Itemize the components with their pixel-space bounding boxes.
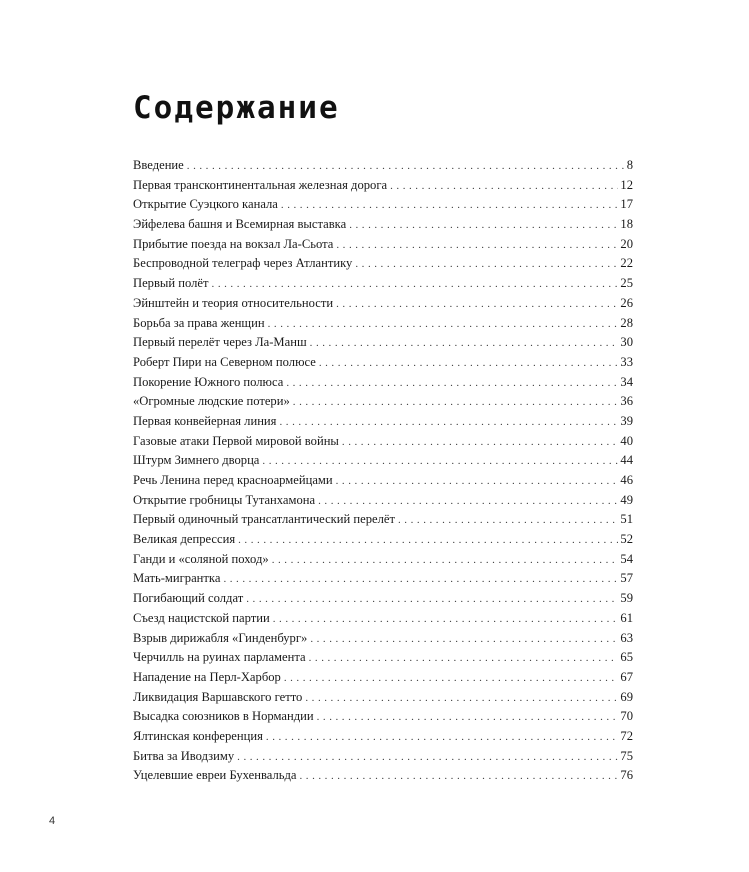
toc-entry <box>133 254 633 274</box>
toc-entry-page: 40 <box>620 433 633 448</box>
toc-entry-title: Введение <box>133 158 184 172</box>
dot-leader <box>262 452 618 472</box>
toc-entry <box>133 569 633 589</box>
dot-leader <box>309 649 619 669</box>
toc-entry-page: 61 <box>620 610 633 625</box>
toc-entry-page: 12 <box>620 177 633 192</box>
toc-entry-title: Мать-мигрантка <box>133 571 221 586</box>
dot-leader <box>398 511 618 531</box>
toc-entry <box>133 215 633 235</box>
dot-leader <box>266 728 619 748</box>
toc-entry-page: 63 <box>620 630 633 645</box>
dot-leader <box>187 157 625 177</box>
toc-entry-title: Открытие гробницы Тутанхамона <box>133 492 316 507</box>
toc-entry <box>133 451 633 471</box>
dot-leader <box>284 669 619 689</box>
toc-entry <box>133 274 633 294</box>
dot-leader <box>212 275 619 295</box>
toc-entry <box>133 314 633 334</box>
toc-entry <box>133 668 633 688</box>
toc-entry-title: Эйнштейн и теория относительности <box>133 295 334 310</box>
page-title: Содержание <box>133 90 340 126</box>
toc-entry-page: 46 <box>620 473 633 487</box>
toc-entry-title: Открытие Суэцкого канала <box>133 197 278 212</box>
toc-entry-page: 33 <box>620 354 633 369</box>
toc-entry-title: Эйфелева башня и Всемирная выставка <box>133 217 347 232</box>
toc-entry-page: 34 <box>620 374 633 389</box>
toc-entry-page: 25 <box>620 276 633 291</box>
dot-leader <box>336 236 618 256</box>
table-of-contents <box>133 156 633 786</box>
toc-entry-page: 52 <box>620 532 633 547</box>
dot-leader <box>268 315 619 335</box>
toc-entry-title: Черчилль на руинах парламента <box>133 650 306 665</box>
dot-leader <box>273 610 619 630</box>
toc-entry-title: Покорение Южного полюса <box>133 374 284 389</box>
toc-entry-page: 44 <box>620 453 633 468</box>
toc-entry-title: Нападение на Перл-Харбор <box>133 669 281 684</box>
dot-leader <box>342 433 619 453</box>
toc-entry <box>133 235 633 255</box>
toc-entry-title: Первая трансконтинентальная железная дорога <box>133 177 388 192</box>
toc-entry-page: 17 <box>620 197 633 212</box>
toc-entry-title: Борьба за права женщин <box>133 315 265 330</box>
toc-entry-title: Погибающий солдат <box>133 591 244 606</box>
toc-entry-title: Беспроводной телеграф через Атлантику <box>133 256 353 271</box>
toc-entry <box>133 727 633 747</box>
toc-entry-title: Первая конвейерная линия <box>133 413 277 428</box>
dot-leader <box>281 196 619 216</box>
toc-entry-title: Взрыв дирижабля «Гинденбург» <box>133 630 308 645</box>
dot-leader <box>336 295 618 315</box>
dot-leader <box>349 216 618 236</box>
toc-entry <box>133 648 633 668</box>
toc-entry-page: 57 <box>620 571 633 586</box>
toc-entry <box>133 156 633 176</box>
toc-entry-title: Речь Ленина перед красноармейцами <box>133 473 333 487</box>
dot-leader <box>279 413 618 433</box>
dot-leader <box>355 255 618 275</box>
toc-entry-page: 67 <box>620 669 633 684</box>
toc-entry-title: Высадка союзников в Нормандии <box>133 709 314 724</box>
dot-leader <box>318 492 618 512</box>
toc-entry-page: 70 <box>620 709 633 724</box>
toc-entry <box>133 707 633 727</box>
toc-entry-title: «Огромные людские потери» <box>133 394 290 409</box>
toc-entry <box>133 609 633 629</box>
toc-entry-page: 39 <box>620 413 633 428</box>
toc-entry-page: 18 <box>620 217 633 232</box>
toc-entry-page: 59 <box>620 591 633 606</box>
toc-entry <box>133 510 633 530</box>
toc-entry-page: 26 <box>620 295 633 310</box>
dot-leader <box>299 767 618 787</box>
toc-entry-page: 54 <box>620 551 633 566</box>
toc-entry <box>133 688 633 708</box>
toc-entry-title: Штурм Зимнего дворца <box>133 453 260 468</box>
toc-entry-page: 76 <box>620 768 633 783</box>
toc-entry-title: Газовые атаки Первой мировой войны <box>133 433 339 448</box>
dot-leader <box>246 590 618 610</box>
toc-entry-title: Уцелевшие евреи Бухенвальда <box>133 768 297 783</box>
toc-entry <box>133 589 633 609</box>
dot-leader <box>336 472 619 492</box>
toc-entry-page: 72 <box>620 728 633 743</box>
toc-entry-title: Битва за Иводзиму <box>133 748 235 763</box>
toc-entry <box>133 432 633 452</box>
toc-entry-page: 36 <box>620 394 633 409</box>
toc-entry-page: 22 <box>620 256 633 271</box>
toc-entry <box>133 392 633 412</box>
toc-entry <box>133 629 633 649</box>
dot-leader <box>238 531 618 551</box>
toc-entry-title: Ялтинская конференция <box>133 728 263 743</box>
toc-entry <box>133 471 633 491</box>
dot-leader <box>272 551 619 571</box>
toc-entry-title: Великая депрессия <box>133 532 236 547</box>
dot-leader <box>305 689 618 709</box>
toc-entry-page: 51 <box>620 512 633 527</box>
dot-leader <box>319 354 619 374</box>
toc-entry <box>133 747 633 767</box>
toc-entry-title: Первый перелёт через Ла-Манш <box>133 335 307 350</box>
toc-entry <box>133 373 633 393</box>
toc-entry <box>133 550 633 570</box>
toc-entry <box>133 195 633 215</box>
toc-entry-page: 49 <box>620 492 633 507</box>
toc-entry-title: Роберт Пири на Северном полюсе <box>133 354 316 369</box>
toc-entry <box>133 530 633 550</box>
dot-leader <box>310 630 618 650</box>
dot-leader <box>390 177 618 197</box>
toc-entry-title: Первый одиночный трансатлантический перелёт <box>133 512 395 527</box>
toc-entry-title: Прибытие поезда на вокзал Ла-Сьота <box>133 236 334 251</box>
toc-entry-page: 65 <box>620 650 633 665</box>
toc-entry-page: 69 <box>620 689 633 704</box>
dot-leader <box>310 334 619 354</box>
dot-leader <box>317 708 619 728</box>
toc-entry-page: 20 <box>620 236 633 251</box>
page-number: 4 <box>49 815 56 827</box>
toc-entry <box>133 412 633 432</box>
toc-entry-title: Ганди и «соляной поход» <box>133 551 269 566</box>
toc-entry <box>133 176 633 196</box>
toc-entry-page: 28 <box>620 315 633 330</box>
dot-leader <box>286 374 618 394</box>
dot-leader <box>293 393 619 413</box>
toc-entry <box>133 353 633 373</box>
toc-entry <box>133 333 633 353</box>
dot-leader <box>237 748 618 768</box>
toc-entry-title: Первый полёт <box>133 276 209 291</box>
toc-entry-page: 30 <box>620 335 633 350</box>
toc-entry <box>133 294 633 314</box>
toc-entry-title: Ликвидация Варшавского гетто <box>133 689 303 704</box>
dot-leader <box>223 570 618 590</box>
toc-entry-page: 75 <box>620 748 633 763</box>
toc-entry-page: 8 <box>626 158 633 172</box>
toc-entry <box>133 491 633 511</box>
toc-entry <box>133 766 633 786</box>
toc-entry-title: Съезд нацистской партии <box>133 610 270 625</box>
